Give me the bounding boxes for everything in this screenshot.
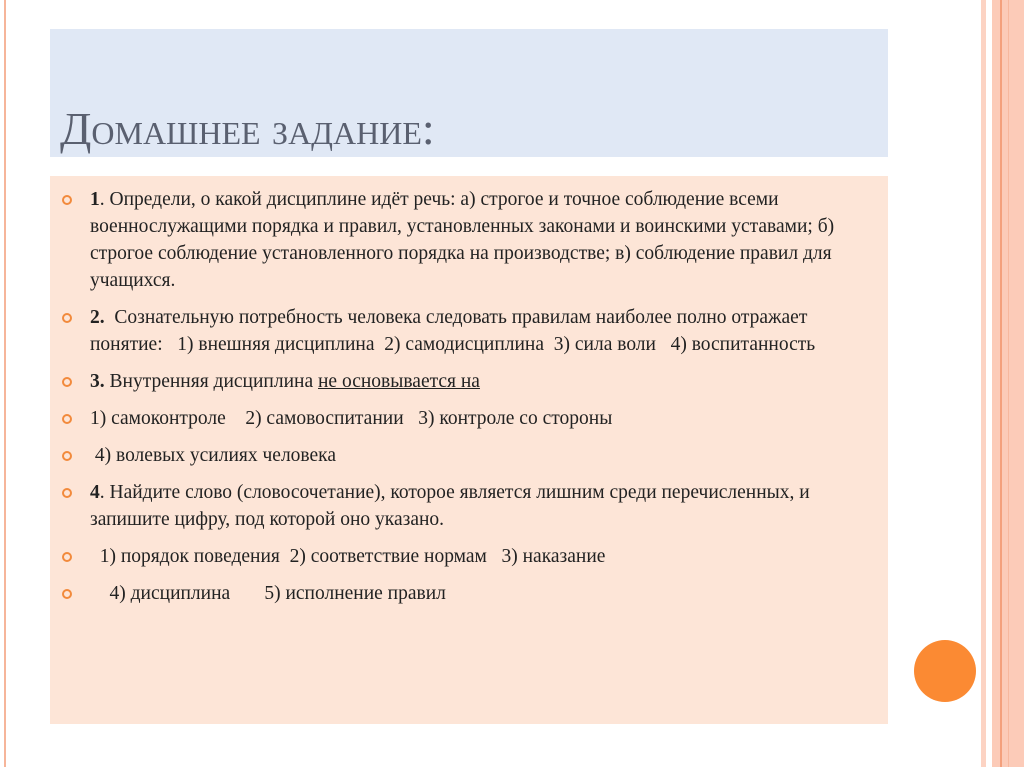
list-item [90,442,888,469]
item-number: 1 [90,189,100,210]
item-text: Внутренняя дисциплина [104,371,318,392]
decorative-circle [914,640,976,702]
right-stripe-line [1000,0,1002,767]
item-text: . Найдите слово (словосочетание), которое является лишним среди перечисленных, и запишите цифру, под которой оно указано. [90,482,810,530]
list-item [90,405,888,432]
bullet-icon [62,451,72,461]
item-text: 1) порядок поведения 2) соответствие нормам 3) наказание [90,546,606,567]
bullet-icon [62,414,72,424]
bullet-icon [62,488,72,498]
list-item [90,368,888,395]
item-text: . Определи, о какой дисциплине идёт речь: а) строгое и точное соблюдение всеми военнослужащими порядка и правил, установленных законами и воинскими уставами; б) строгое соблюдение установленного порядка на производстве; в) соблюдение правил для учащихся. [90,189,835,291]
item-text: Сознательную потребность человека следовать правилам наиболее полно отражает понятие: 1) внешняя дисциплина 2) самодисциплина 3) сила воли 4) воспитанность [90,307,816,355]
underlined-text: не основывается на [318,371,480,392]
item-number: 3. [90,371,105,392]
bullet-icon [62,552,72,562]
bullet-icon [62,589,72,599]
item-text: 4) волевых усилиях человека [90,445,337,466]
item-number: 2. [90,307,105,328]
list-item [90,543,888,570]
item-text: 1) самоконтроле 2) самовоспитании 3) контроле со стороны [90,408,613,429]
item-number: 4 [90,482,100,503]
list-item [90,479,888,533]
bullet-icon [62,195,72,205]
title-box [50,29,888,157]
item-text: 4) дисциплина 5) исполнение правил [90,583,446,604]
right-stripe-line [1008,0,1009,767]
list-item [90,580,888,607]
list-item [90,186,888,294]
bullet-icon [62,313,72,323]
slide-title: Домашнее задание: [60,103,435,154]
right-stripe [981,0,986,767]
bullet-icon [62,377,72,387]
left-border-line [4,0,6,767]
content-box [50,176,888,724]
list-item [90,304,888,358]
task-list [50,176,888,607]
